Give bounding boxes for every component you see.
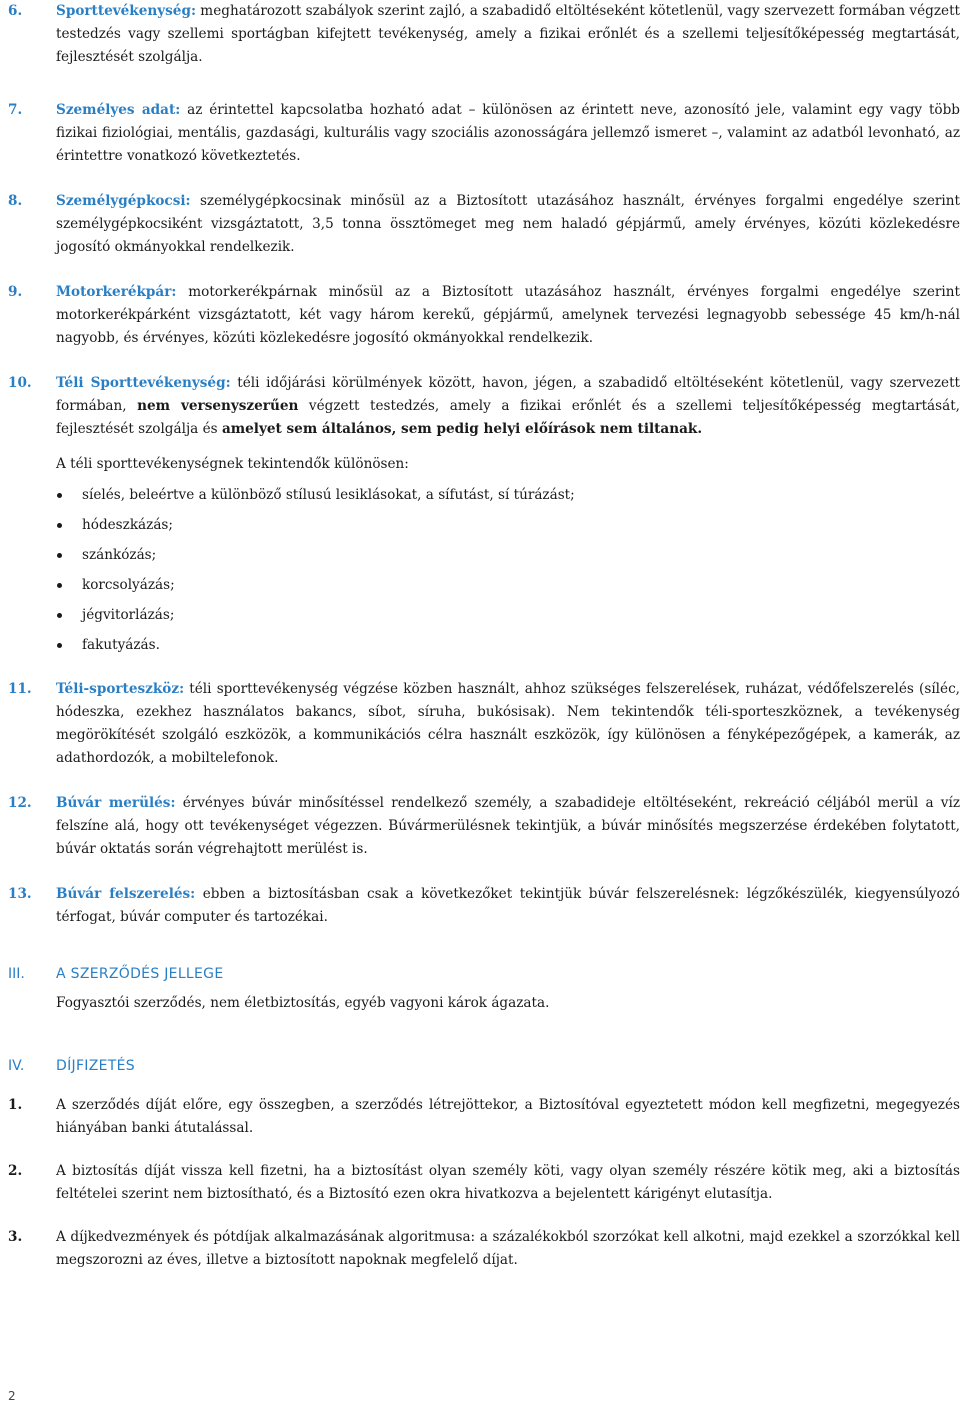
section-heading [8,1055,960,1078]
list-intro: A téli sporttevékenységnek tekintendők különösen: [56,456,409,472]
payment-item [8,1226,960,1272]
item-text: végzett testedzés, amely a fizikai erőnlét és a szellemi teljesítőképesség megtartását, fejlesztését szolgálja és [56,398,960,437]
item-content [56,281,960,350]
item-text: az érintettel kapcsolatba hozható adat – különösen az érintett neve, azonosító jele, valamint egy vagy több fizikai fiziológiai, mentális, gazdasági, kulturális vagy szociális azonosságára jellemző ismeret –, valamint az adatból levonható, az érintettre vonatkozó következtetés. [56,102,960,164]
list-item: síelés, beleértve a különböző stílusú lesiklásokat, a sífutást, sí túrázást; [56,484,960,507]
item-term: Búvár merülés: [56,795,176,811]
definition-item [8,678,960,770]
item-term: Sporttevékenység: [56,3,196,19]
item-content: A szerződés díját előre, egy összegben, a szerződés létrejöttekor, a Biztosítóval egyeztetett módon kell megfizetni, megegyezés hiányában banki átutalással. [56,1097,960,1136]
item-term: Személyes adat: [56,102,181,118]
definition-item [8,190,960,259]
item-number: 6. [8,3,23,19]
item-number: 10. [8,375,32,391]
item-number: 7. [8,102,23,118]
item-content [56,99,960,168]
item-term: Motorkerékpár: [56,284,177,300]
definition-item [8,883,960,929]
item-number: 9. [8,284,23,300]
item-number: 8. [8,193,23,209]
winter-sports-list [56,484,960,657]
item-content: A biztosítás díját vissza kell fizetni, ha a biztosítást olyan személy köti, vagy olyan személy részére kötik meg, aki a biztosítás feltételei szerint nem biztosítható, és a Biztosító ezen okra hivatkozva a bejelentett kárigényt elutasítja. [56,1163,960,1202]
item-number: 12. [8,795,32,811]
item-content [56,372,960,664]
item-number: 1. [8,1097,23,1113]
item-term: Személygépkocsi: [56,193,191,209]
item-content: A díjkedvezmények és pótdíjak alkalmazásának algoritmusa: a százalékokból szorzókat kell alkotni, majd ezekkel a szorzókkal kell megszorozni az éves, illetve a biztosított napoknak megfelelő díjat. [56,1229,960,1268]
list-item: korcsolyázás; [56,574,960,597]
list-item: fakutyázás. [56,634,960,657]
item-content [56,0,960,69]
item-content [56,190,960,259]
item-number: 2. [8,1163,23,1179]
section-title: DÍJFIZETÉS [56,1058,135,1074]
section-heading [8,963,960,986]
item-emphasis: nem versenyszerűen [137,398,299,414]
item-text: érvényes búvár minősítéssel rendelkező személy, a szabadideje eltöltéseként, rekreáció céljából merül a víz felszíne alá, hogy ott tevékenységet végezzen. Búvármerülésnek tekintjük, a búvár minősítés megszerzése érdekében folytatott, búvár oktatás során végrehajtott merülést is. [56,795,960,857]
item-term: Téli-sporteszköz: [56,681,185,697]
section-number: IV. [8,1058,25,1074]
section-number: III. [8,966,25,982]
item-term: Téli Sporttevékenység: [56,375,231,391]
section-title: A SZERZŐDÉS JELLEGE [56,966,224,982]
list-item: szánkózás; [56,544,960,567]
item-content [56,883,960,929]
definition-item [8,281,960,350]
page-number: 2 [8,1389,16,1403]
item-text: személygépkocsinak minősül az a Biztosított utazásához használt, érvényes forgalmi engedélye szerint személygépkocsiként vizsgáztatott, 3,5 tonna össztömeget meg nem haladó gépjármű, amely érvényes, közúti közlekedésre jogosító okmányokkal rendelkezik. [56,193,960,255]
document-page [8,0,960,1294]
payment-item [8,1160,960,1206]
definition-item [8,372,960,664]
item-text: motorkerékpárnak minősül az a Biztosított utazásához használt, érvényes forgalmi engedélye szerint motorkerékpárként vizsgáztatott, két vagy három kerekű, gépjármű, amelynek tervezési legnagyobb sebessége 45 km/h-nál nagyobb, és érvényes, közúti közlekedésre jogosító okmányokkal rendelkezik. [56,284,960,346]
item-text: téli időjárási körülmények között, havon, jégen, a szabadidő eltöltéseként kötetlenül, vagy szervezett formában, [56,375,960,414]
payment-item [8,1094,960,1140]
definition-item [8,792,960,861]
item-number: 13. [8,886,32,902]
item-text: meghatározott szabályok szerint zajló, a szabadidő eltöltéseként kötetlenül, vagy szervezett formában végzett testedzés vagy szellemi sportágban kifejtett tevékenység, amely a fizikai erőnlét és a szellemi teljesítőképesség megtartását, fejlesztését szolgálja. [56,3,960,65]
list-item: hódeszkázás; [56,514,960,537]
list-item: jégvitorlázás; [56,604,960,627]
definition-item [8,99,960,168]
item-term: Búvár felszerelés: [56,886,196,902]
section-text: Fogyasztói szerződés, nem életbiztosítás, egyéb vagyoni károk ágazata. [56,995,550,1011]
item-text: ebben a biztosításban csak a következőket tekintjük búvár felszerelésnek: légzőkészülék, kiegyensúlyozó térfogat, búvár computer és tartozékai. [56,886,960,925]
item-content [56,792,960,861]
item-emphasis: amelyet sem általános, sem pedig helyi előírások nem tiltanak. [221,421,703,437]
item-text: téli sporttevékenység végzése közben használt, ahhoz szükséges felszerelések, ruházat, védőfelszerelés (síléc, hódeszka, ezekhez használatos bakancs, síbot, síruha, bukósisak). Nem tekintendők téli-sporteszköznek, a tevékenység megörökítését szolgáló eszközök, a kommunikációs célra használt eszközök, így különösen a fényképezőgépek, a kamerák, az adathordozók, a mobiltelefonok. [56,681,960,766]
item-number: 3. [8,1229,23,1245]
item-content [56,678,960,770]
definition-item [8,0,960,69]
item-number: 11. [8,681,32,697]
